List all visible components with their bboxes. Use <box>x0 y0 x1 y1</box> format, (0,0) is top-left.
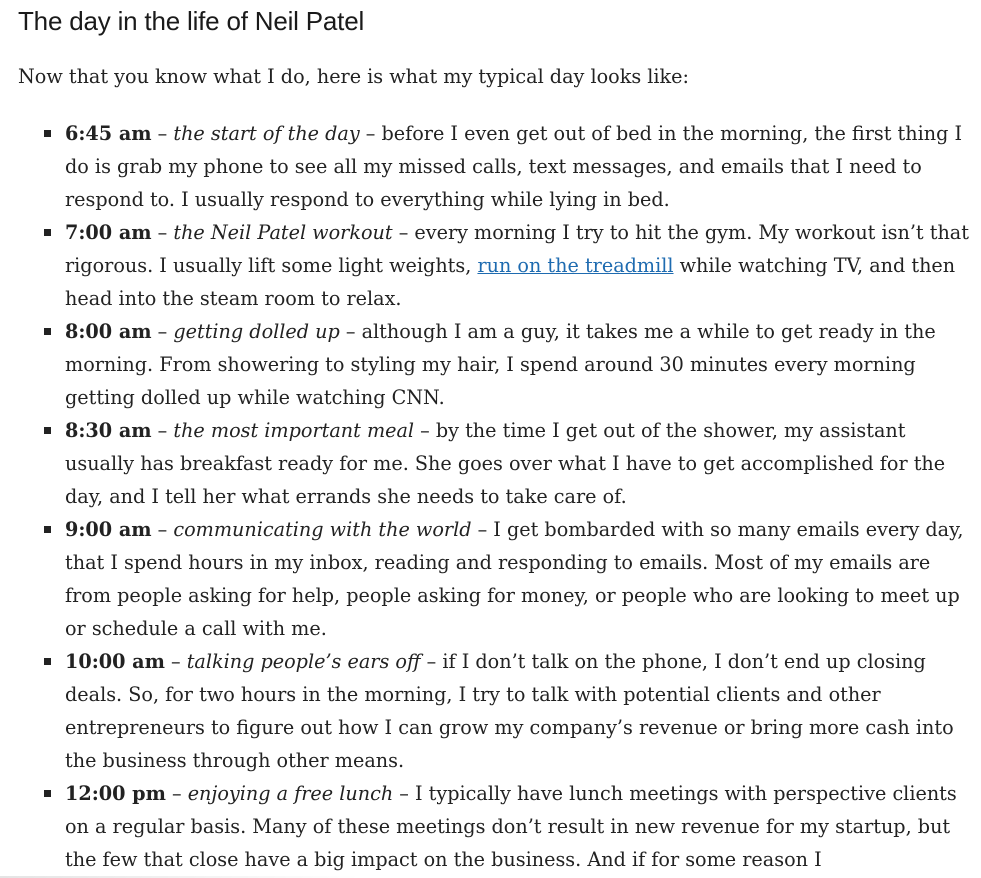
article <box>18 0 978 876</box>
item-time: 8:00 am <box>65 320 152 343</box>
item-time: 8:30 am <box>65 419 152 442</box>
item-text: every morning I try to hit the gym. My workout isn’t that rigorous. I usually lift some light weights, <box>65 221 969 277</box>
item-time: 9:00 am <box>65 518 152 541</box>
item-separator: – <box>164 650 187 673</box>
item-heading: talking people’s ears off <box>186 650 421 673</box>
item-heading: communicating with the world <box>173 518 472 541</box>
item-heading: the start of the day <box>173 122 360 145</box>
list-item <box>65 513 978 645</box>
bullet-icon <box>44 658 51 665</box>
item-separator: – <box>420 650 443 673</box>
item-text: I get bombarded with so many emails every day, that I spend hours in my inbox, reading and responding to emails. Most of my emails are from people asking for help, people asking for money, or people who are looking to meet up or schedule a call with me. <box>65 518 964 640</box>
item-separator: – <box>339 320 362 343</box>
bullet-icon <box>44 526 51 533</box>
item-separator: – <box>359 122 382 145</box>
item-separator: – <box>393 782 415 805</box>
item-separator: – <box>471 518 494 541</box>
list-item <box>65 216 978 315</box>
item-separator: – <box>414 419 436 442</box>
bullet-icon <box>44 790 51 797</box>
list-item <box>65 777 978 876</box>
item-separator: – <box>392 221 415 244</box>
item-separator: – <box>151 518 174 541</box>
item-text: by the time I get out of the shower, my assistant usually has breakfast ready for me. She goes over what I have to get accomplished for the day, and I tell her what errands she needs to take care of. <box>65 419 946 508</box>
item-text: although I am a guy, it takes me a while to get ready in the morning. From showering to styling my hair, I spend around 30 minutes every morning getting dolled up while watching CNN. <box>65 320 936 409</box>
item-time: 7:00 am <box>65 221 152 244</box>
item-separator: – <box>151 221 174 244</box>
item-text-after: while watching TV, and then head into the steam room to relax. <box>65 254 956 310</box>
item-time: 6:45 am <box>65 122 152 145</box>
item-heading: enjoying a free lunch <box>187 782 394 805</box>
bullet-icon <box>44 427 51 434</box>
bullet-icon <box>44 328 51 335</box>
item-separator: – <box>151 419 174 442</box>
item-text: if I don’t talk on the phone, I don’t end up closing deals. So, for two hours in the morning, I try to talk with potential clients and other entrepreneurs to figure out how I can grow my company’s revenue or bring more cash into the business through other means. <box>65 650 954 772</box>
intro-paragraph: Now that you know what I do, here is what my typical day looks like: <box>18 65 690 88</box>
treadmill-link[interactable]: run on the treadmill <box>477 254 674 277</box>
item-separator: – <box>151 122 174 145</box>
item-heading: getting dolled up <box>173 320 340 343</box>
item-heading: the most important meal <box>173 419 415 442</box>
bullet-icon <box>44 229 51 236</box>
item-heading: the Neil Patel workout <box>173 221 393 244</box>
item-text: before I even get out of bed in the morning, the first thing I do is grab my phone to see all my missed calls, text messages, and emails that I need to respond to. I usually respond to everything while lying in bed. <box>65 122 963 211</box>
item-text: I typically have lunch meetings with perspective clients on a regular basis. Many of these meetings don’t result in new revenue for my startup, but the few that close have a big impact on the business. And if for some reason I <box>65 782 957 871</box>
list-item <box>65 414 978 513</box>
list-item <box>65 645 978 777</box>
article-title: The day in the life of Neil Patel <box>18 6 365 36</box>
item-separator: – <box>165 782 188 805</box>
list-item <box>65 315 978 414</box>
list-item <box>65 117 978 216</box>
bullet-icon <box>44 130 51 137</box>
daily-schedule-list <box>18 117 978 876</box>
item-separator: – <box>151 320 174 343</box>
item-time: 12:00 pm <box>65 782 166 805</box>
item-time: 10:00 am <box>65 650 165 673</box>
